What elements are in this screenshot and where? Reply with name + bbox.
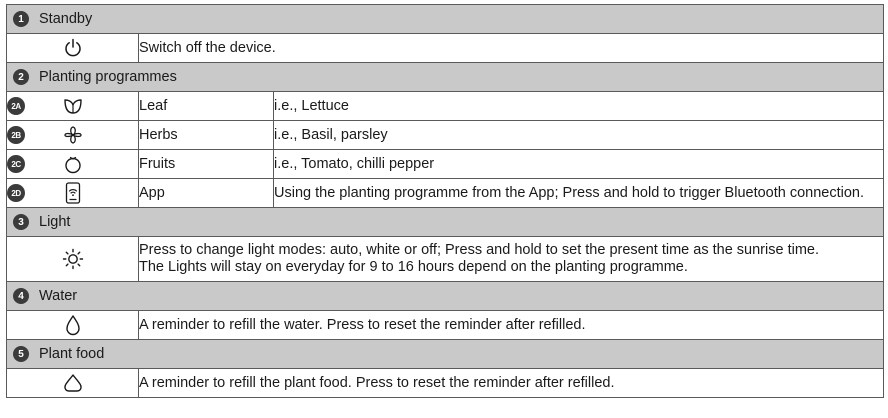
icon-cell [7,179,139,208]
section-header-plant-food [7,340,884,369]
programme-name: App [139,179,274,208]
section-header-water [7,282,884,311]
programme-example: Using the planting programme from the App; Press and hold to trigger Bluetooth connection. [274,179,884,208]
icon-cell [7,237,139,282]
sun-icon [62,248,84,270]
icon-cell [7,92,139,121]
icon-cell [7,311,139,340]
description-cell: A reminder to refill the water. Press to reset the reminder after refilled. [139,311,884,340]
section-header-standby [7,5,884,34]
icon-cell [7,369,139,398]
programme-name: Herbs [139,121,274,150]
programme-example: i.e., Lettuce [274,92,884,121]
section-number-badge: 5 [13,346,29,362]
icon-cell [7,34,139,63]
table-row [7,121,884,150]
section-number-badge: 4 [13,288,29,304]
description-cell: A reminder to refill the plant food. Press to reset the reminder after refilled. [139,369,884,398]
table-row [7,311,884,340]
section-title: Standby [39,11,93,27]
fruit-icon [63,154,83,174]
table-row [7,237,884,282]
section-title: Plant food [39,346,105,362]
description-cell [139,237,884,282]
app-icon [65,182,81,204]
description-line: Press to change light modes: auto, white or off; Press and hold to set the present time as the sunrise time. [139,242,819,258]
sub-badge: 2B [7,126,25,144]
section-number-badge: 3 [13,214,29,230]
sub-badge: 2A [7,97,25,115]
description-cell: Switch off the device. [139,34,884,63]
table-row [7,34,884,63]
section-title: Water [39,288,78,304]
icon-cell [7,121,139,150]
water-drop-icon [64,314,82,336]
section-title: Light [39,214,71,230]
programme-name: Leaf [139,92,274,121]
table-row [7,150,884,179]
section-header-planting [7,63,884,92]
icon-cell [7,150,139,179]
section-header-light [7,208,884,237]
table-row [7,369,884,398]
programme-name: Fruits [139,150,274,179]
programme-example: i.e., Basil, parsley [274,121,884,150]
programme-example: i.e., Tomato, chilli pepper [274,150,884,179]
sub-badge: 2D [7,184,25,202]
plant-food-icon [62,373,84,393]
section-number-badge: 2 [13,69,29,85]
table-row [7,179,884,208]
table-row [7,92,884,121]
section-number-badge: 1 [13,11,29,27]
section-title: Planting programmes [39,69,177,85]
leaf-icon [63,97,83,115]
power-icon [63,38,83,58]
function-table [6,4,884,398]
herbs-icon [63,125,83,145]
sub-badge: 2C [7,155,25,173]
description-line: The Lights will stay on everyday for 9 to 16 hours depend on the planting programme. [139,259,688,275]
